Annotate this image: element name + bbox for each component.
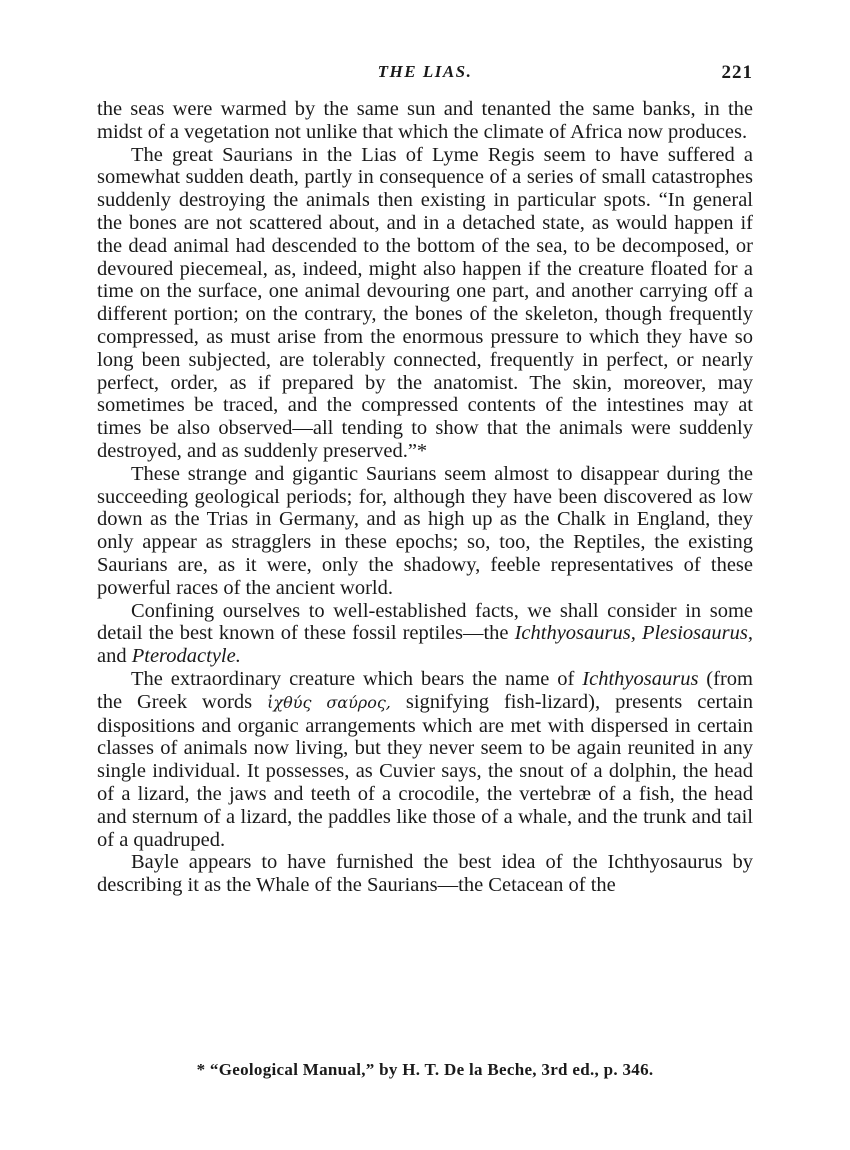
paragraph-p6 [97,851,753,897]
paragraph-p2 [97,144,753,463]
paragraph-text: Confining ourselves to well-established facts, we shall consider in some detail the best known of these fossil reptiles—the [97,599,753,645]
paragraph-p5 [97,668,753,851]
running-head [97,62,753,86]
running-title: THE LIAS. [377,62,473,81]
paragraph-text: Bayle appears to have furnished the best idea of the Ichthyosaurus by describing it as the Whale of the Saurians—the Cetacean of the [97,851,753,897]
body-text [97,98,753,897]
paragraph-text: and [97,645,132,668]
italic-text: Pterodactyle. [131,645,241,668]
italic-text: Ichthyosaurus [582,667,699,690]
paragraph-text: The extraordinary creature which bears the name of [131,667,583,690]
paragraph-text: These strange and gigantic Saurians seem almost to disappear during the succeeding geological periods; for, although they have been discovered as low down as the Trias in Germany, and as high up as the Chalk in England, they only appear as stragglers in these epochs; so, too, the Reptiles, the existing Saurians are, as it were, only the shadowy, feeble representatives of these powerful races of the ancient world. [97,462,753,599]
paragraph-text: the seas were warmed by the same sun and tenanted the same banks, in the midst of a vegetation not unlike that which the climate of Africa now produces. [97,98,753,143]
italic-text: Ichthyosaurus, Plesiosaurus, [514,622,753,645]
greek-text: ἰχθύς σαύρος, [267,692,391,712]
footnote: * “Geological Manual,” by H. T. De la Beche, 3rd ed., p. 346. [196,1060,654,1079]
paragraph-p1 [97,98,753,144]
paragraph-p3 [97,463,753,600]
paragraph-p4 [97,600,753,668]
paragraph-text: (from the Greek words [97,667,753,713]
page-number: 221 [721,62,753,83]
paragraph-text: signifying fish-lizard), presents certain dispositions and organic arrangements which are met with dispersed in certain classes of animals now living, but they never seem to be again reunited in any single individual. It possesses, as Cuvier says, the snout of a dolphin, the head of a lizard, the jaws and teeth of a crocodile, the vertebræ of a fish, the head and sternum of a lizard, the paddles like those of a whale, and the trunk and tail of a quadruped. [97,690,753,851]
paragraph-text: The great Saurians in the Lias of Lyme Regis seem to have suffered a somewhat sudden death, partly in consequence of a series of small catastrophes suddenly destroying the animals then existing in particular spots. “In general the bones are not scattered about, and in a detached state, as would happen if the dead animal had descended to the bottom of the sea, to be decomposed, or devoured piecemeal, as, indeed, might also happen if the creature floated for a time on the surface, one animal devouring one part, and another carrying off a different portion; on the contrary, the bones of the skeleton, though frequently compressed, as must arise from the enormous pressure to which they have so long been subjected, are tolerably connected, frequently in perfect, or nearly perfect, order, as if prepared by the anatomist. The skin, moreover, may sometimes be traced, and the compressed contents of the intestines may at times be also observed—all tending to show that the animals were suddenly destroyed, and as suddenly preserved.”* [97,143,753,462]
